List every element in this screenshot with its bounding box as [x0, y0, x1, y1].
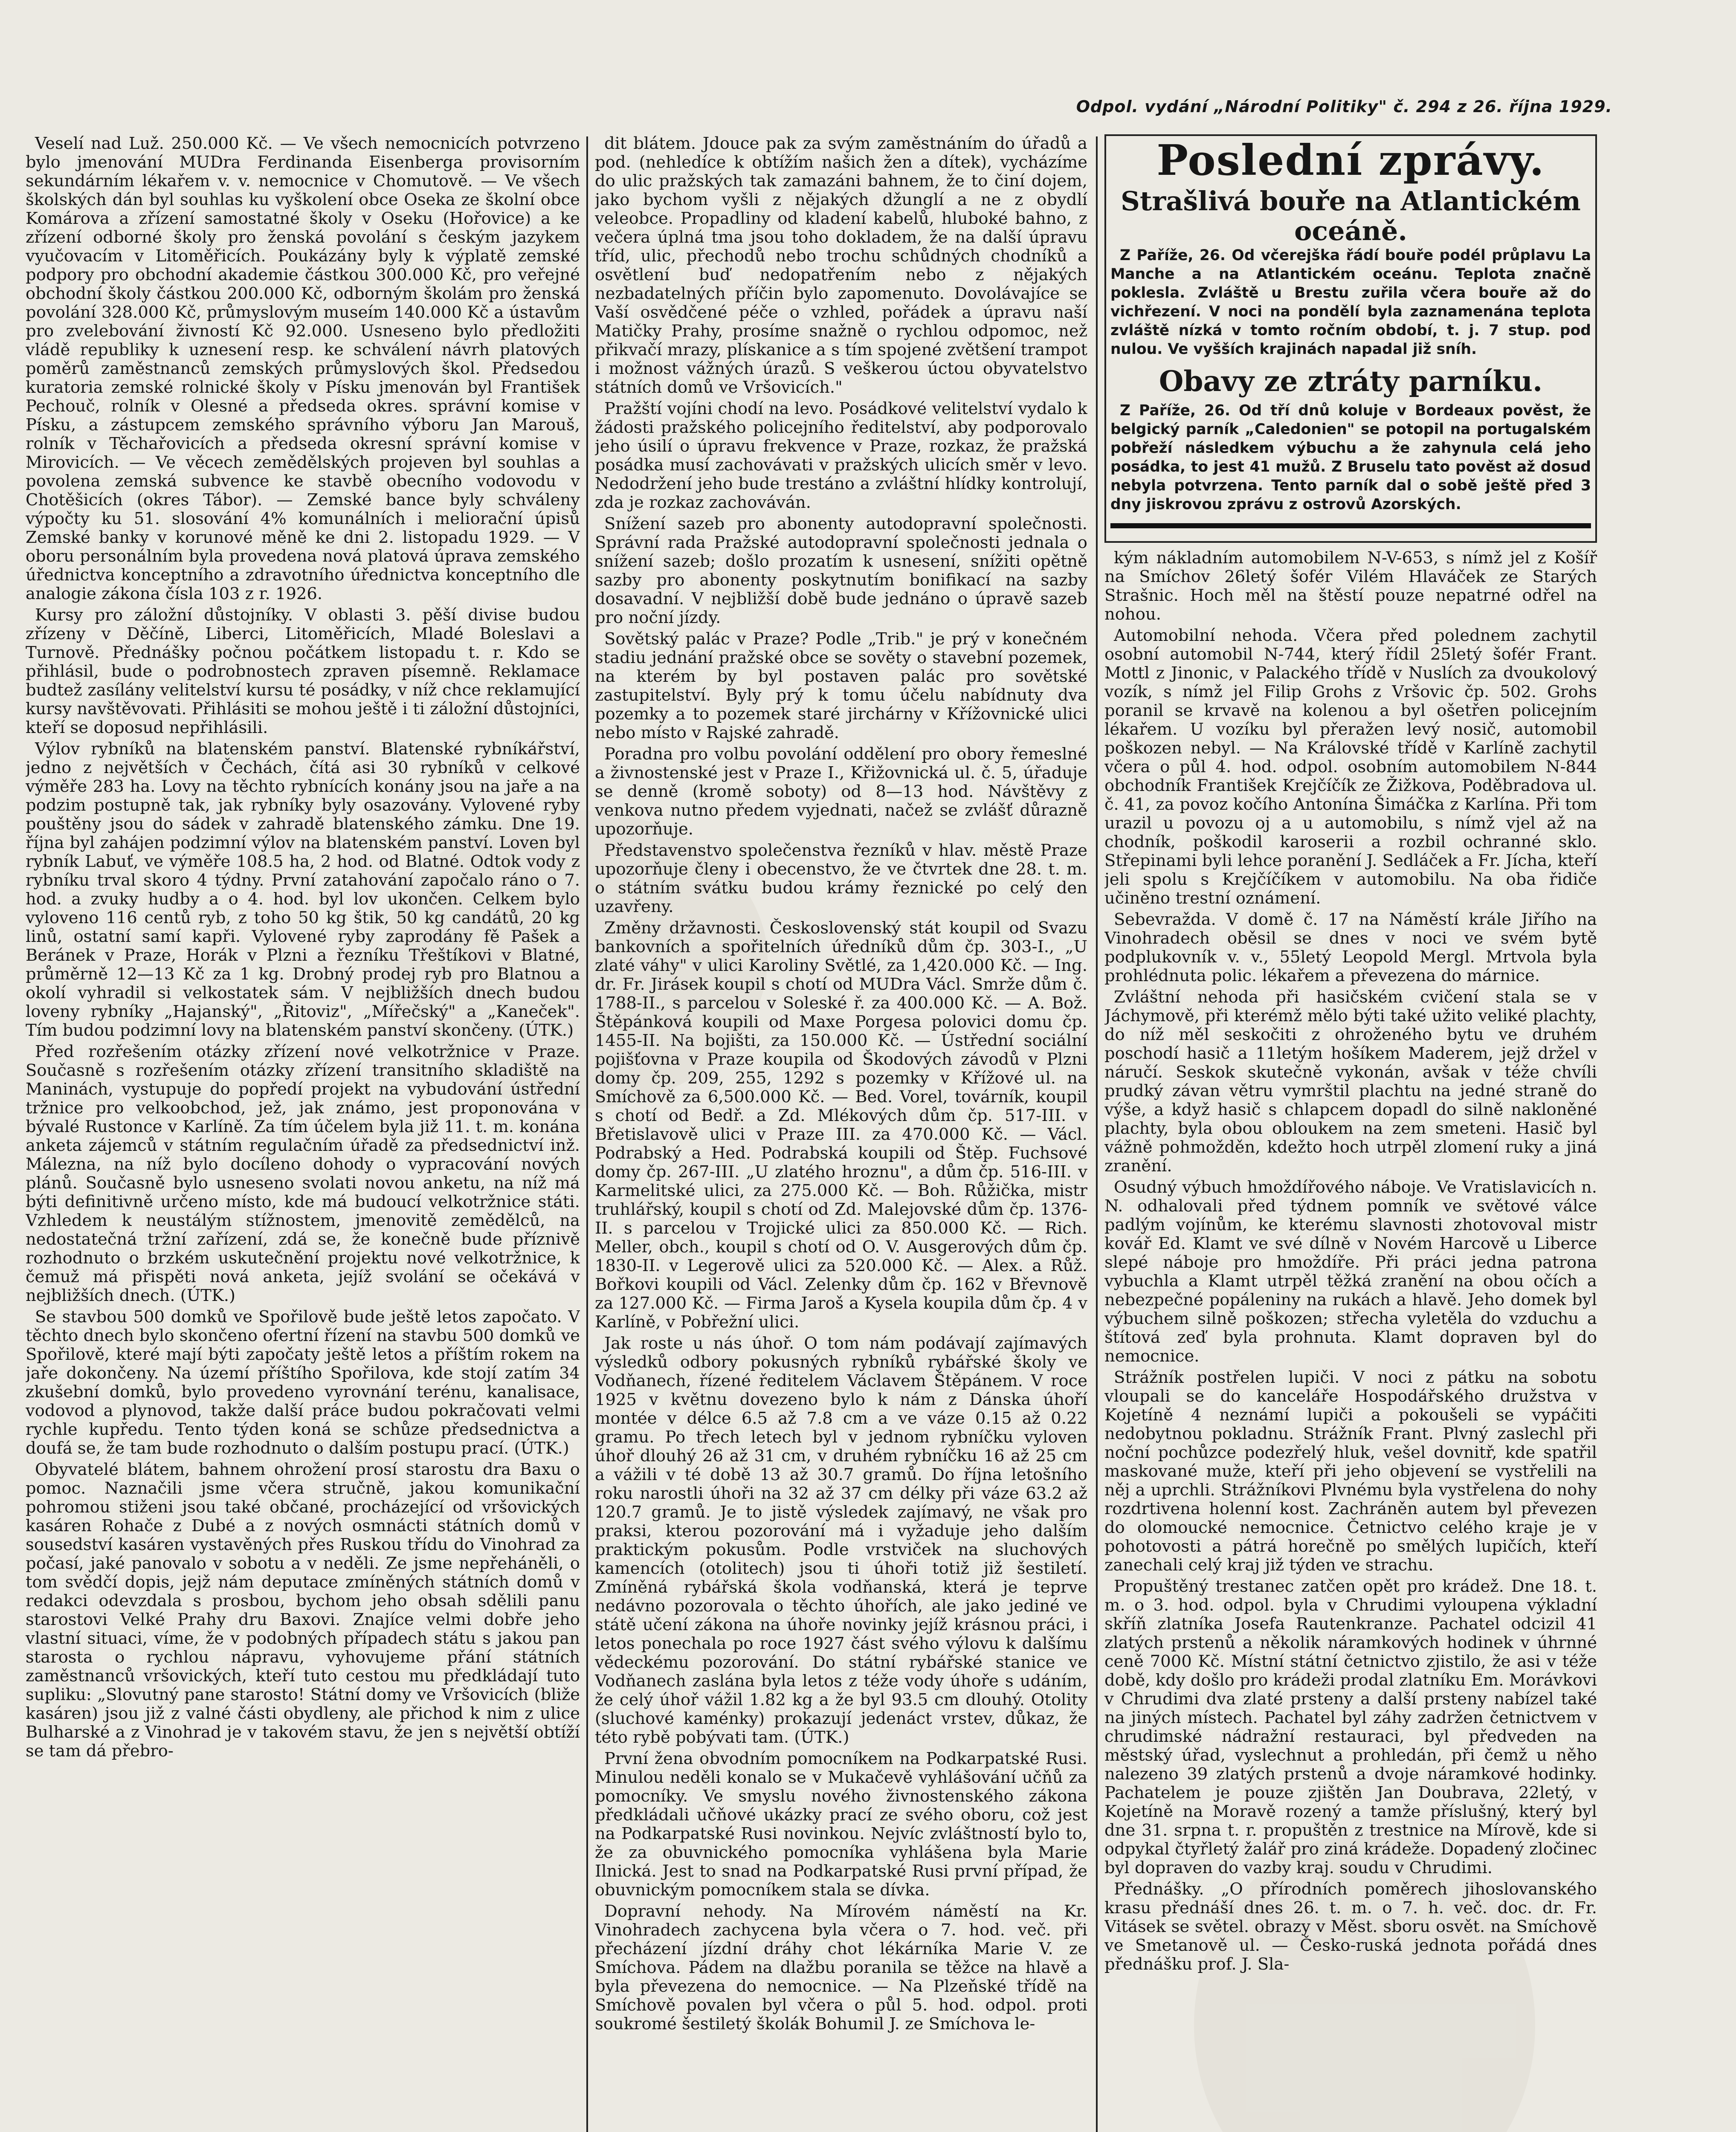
- article-paragraph: Automobilní nehoda. Včera před polednem zachytil osobní automobil N-744, který řídil 25letý šofér Frant. Mottl z Jinonic, v Palackého třídě v Nuslích za dvoukolový vozík, s nímž jel Filip Grohs z Vršovic čp. 502. Grohs poranil se krvavě na kolenou a byl ošetřen policejním lékařem. U vozíku byl přeražen levý nosič, automobil poškozen nebyl. — Na Královské třídě v Karlíně zachytil včera o půl 4. hod. odpol. osobním automobilem N-844 obchodník František Krejčíčík ze Žižkova, Poděbradova ul. č. 41, za povoz kočího Antonína Šimáčka z Karlína. Při tom urazil u povozu oj a u automobilu, s nímž vjel až na chodník, poškodil karoserii a rozbil ochranné sklo. Střepinami byli lehce poranění J. Sedláček a Fr. Jícha, kteří jeli spolu s Krejčíčíkem v automobilu. Na oba řidiče učiněno trestní oznámení.: [1104, 626, 1597, 908]
- column-1: [26, 134, 580, 2132]
- article-paragraph: Pražští vojíni chodí na levo. Posádkové velitelství vydalo k žádosti pražského policejního ředitelství, aby podporovalo jeho úsilí o úpravu frekvence v Praze, rozkaz, že pražská posádka musí zachovávati v pražských ulicích směr v levo. Nedodržení jeho bude trestáno a zvláštní hlídky kontrolují, zda je rozkaz zachováván.: [595, 399, 1087, 512]
- article-paragraph: Sovětský palác v Praze? Podle „Trib." je prý v konečném stadiu jednání pražské obce se sověty o stavební pozemek, na kterém by byl postaven palác pro sovětské zastupitelství. Byly prý k tomu účelu nabídnuty dva pozemky a to pozemek staré jirchárny v Křížovnické ulici nebo místo v Rajské zahradě.: [595, 629, 1087, 742]
- article-paragraph: Sebevražda. V domě č. 17 na Náměstí krále Jiřího na Vinohradech oběsil se dnes v noci ve svém bytě podplukovník v. v., 55letý Leopold Mergl. Mrtvola byla prohlédnuta polic. lékařem a převezena do márnice.: [1104, 910, 1597, 985]
- column-divider: [1096, 136, 1098, 2132]
- article-paragraph: Kursy pro záložní důstojníky. V oblasti 3. pěší divise budou zřízeny v Děčíně, Liberci, Litoměřicích, Mladé Boleslavi a Turnově. Přednášky počnou počátkem listopadu t. r. Kdo se přihlásil, bude o podrobnostech zpraven písemně. Reklamace budtež zasílány velitelství kursu té posádky, v níž chce reklamující kursy navštěvovati. Přihlásiti se mohou ještě i ti záložní důstojníci, kteří se doposud nepřihlásili.: [26, 605, 580, 737]
- article-paragraph: Zvláštní nehoda při hasičském cvičení stala se v Jáchymově, při kterémž mělo býti také užito veliké plachty, do níž měl seskočiti z ohroženého bytu ve druhém poschodí hasič a 11letým hošíkem Maderem, jejž držel v náručí. Seskok skutečně vykonán, avšak v téže chvíli prudký závan větru vymrštil plachtu na jedné straně do výše, a když hasič s chlapcem dopadl do silně nakloněné plachty, byla obou obloukem na zem smeteni. Hasič byl vážně pohmožděn, kdežto hoch utrpěl zlomení ruky a jiná zranění.: [1104, 988, 1597, 1176]
- article-paragraph: Výlov rybníků na blatenském panství. Blatenské rybníkářství, jedno z největších v Čechách, čítá asi 30 rybníků v celkové výměře 283 ha. Lovy na těchto rybnících konány jsou na jaře a na podzim postupně tak, jak rybníky byly osazovány. Vylovené ryby pouštěny jsou do sádek v zahradě blatenského zámku. Dne 19. října byl zahájen podzimní výlov na blatenském panství. Loven byl rybník Labuť, ve výměře 108.5 ha, 2 hod. od Blatné. Odtok vody z rybníku trval skoro 4 týdny. První zatahování započalo ráno o 7. hod. a zvuky hudby a o 4. hod. byl lov ukončen. Celkem bylo vyloveno 116 centů ryb, z toho 50 kg štik, 50 kg candátů, 20 kg linů, ostatní samí kapři. Vylovené ryby zaprodány fě Pašek a Beránek v Praze, Horák v Plzni a řezníku Třeštíkovi v Blatné, průměrně 12—13 Kč za 1 kg. Drobný prodej ryb pro Blatnou a okolí vyhradil si velkostatek sám. V nejbližších dnech budou loveny rybníky „Hajanský", „Řitoviz", „Mířečský" a „Kaneček". Tím budou podzimní lovy na blatenském panství skončeny. (ÚTK.): [26, 739, 580, 1040]
- article-paragraph: Veselí nad Luž. 250.000 Kč. — Ve všech nemocnicích potvrzeno bylo jmenování MUDra Ferdinanda Eisenberga provisorním sekundárním lékařem v. v. nemocnice v Chomutově. — Ve všech školských dán byl souhlas ku vyškolení obce Oseka ze školní obce Komárova a zřízení samostatné školy v Oseku (Hořovice) a ke zřízení odborné školy pro ženská povolání s českým jazykem vyučovacím v Litoměřicích. Poukázány byly k výplatě zemské podpory pro obchodní akademie částkou 300.000 Kč, pro veřejné obchodní školy částkou 200.000 Kč, odborným školám pro ženská povolání 328.000 Kč, průmyslovým museím 140.000 Kč a ústavům pro zvelebování živností Kč 92.000. Usneseno bylo předložiti vládě republiky k uznesení resp. ke schválení návrh platových poměrů zaměstnanců zemských průmyslových škol. Předsedou kuratoria zemské rolnické školy v Písku jmenován byl František Pechouč, rolník v Olesné a předseda okres. správní komise v Písku, a zástupcem zemského správního výboru Jan Marouš, rolník v Těchařovicích a předseda okresní správní komise v Mirovicích. — Ve věcech zemědělských projeven byl souhlas a povolena zemská subvence ke stavbě obecního vodovodu v Chotěšicích (okres Tábor). — Zemské bance byly schváleny výpočty ku 51. slosování 4% komunálních i meliorační úpisů Zemské banky v korunové měně ke dni 2. listopadu 1929. — V oboru personálním byla provedena nová platová úprava zemského úřednictva konceptního a zdravotního úřednictva konceptního dle analogie zákona čísla 103 z r. 1926.: [26, 134, 580, 603]
- storm-subheadline: Strašlivá bouře na Atlantickém oceáně.: [1121, 185, 1581, 246]
- article-paragraph: Se stavbou 500 domků ve Spořilově bude ještě letos započato. V těchto dnech bylo skončeno ofertní řízení na stavbu 500 domků ve Spořilově, které mají býti započaty ještě letos a příštím rokem na jaře dokončeny. Na území příštího Spořilova, kde stojí zatím 34 zkušební domků, bylo provedeno vyrovnání terénu, kanalisace, vodovod a plynovod, takže další práce budou pokračovati velmi rychle kupředu. Tento týden koná se schůze předsednictva a doufá se, že tam bude rozhodnuto o dalším postupu prací. (ÚTK.): [26, 1307, 580, 1458]
- column-2: [595, 134, 1087, 2132]
- article-paragraph: Přednášky. „O přírodních poměrech jihoslovanského krasu přednáší dnes 26. t. m. o 7. h. več. doc. dr. Fr. Vitásek se světel. obrazy v Měst. sboru osvět. na Smíchově ve Smetanově ul. — Česko-ruská jednota pořádá dnes přednášku prof. J. Sla-: [1104, 1880, 1597, 1974]
- column-divider: [586, 136, 588, 2132]
- article-paragraph: Před rozřešením otázky zřízení nové velkotržnice v Praze. Současně s rozřešením otázky zřízení transitního skladiště na Maninách, vystupuje do popředí projekt na vybudování ústřední tržnice pro velkoobchod, jež, jak známo, jest proponována v bývalé Rustonce v Karlíně. Za tím účelem byla již 11. t. m. konána anketa zájemců v státním regulačním úřadě za předsednictví inž. Málezna, na níž bylo docíleno dohody o vypracování nových plánů. Současně bylo usneseno svolati novou anketu, na níž má býti definitivně určeno místo, kde má budoucí velkotržnice státi. Vzhledem k neustálým stížnostem, jmenovitě zemědělců, na nedostatečná tržní zařízení, zdá se, že konečně bude příznivě rozhodnuto o brzkém uskutečnění projektu nové velkotržnice, k čemuž má přispěti nová anketa, jejíž svolání se očekává v nejbližších dnech. (ÚTK.): [26, 1042, 580, 1305]
- article-paragraph: První žena obvodním pomocníkem na Podkarpatské Rusi. Minulou neděli konalo se v Mukačevě vyhlášování učňů za pomocníky. Ve smyslu nového živnostenského zákona předkládali učňové ukázky prací ze svého oboru, což jest na Podkarpatské Rusi novinkou. Nejvíc zvláštností bylo to, že za obuvnického pomocníka vyhlášena byla Marie Ilnická. Jest to snad na Podkarpatské Rusi první případ, že obuvnickým pomocníkem stala se dívka.: [595, 1749, 1087, 1900]
- article-paragraph: Představenstvo společenstva řezníků v hlav. městě Praze upozorňuje členy i obecenstvo, že ve čtvrtek dne 28. t. m. o státním svátku budou krámy řeznické po celý den uzavřeny.: [595, 841, 1087, 916]
- article-paragraph: Poradna pro volbu povolání oddělení pro obory řemeslné a živnostenské jest v Praze I., Křižovnická ul. č. 5, úřaduje se denně (kromě soboty) od 8—13 hod. Návštěvy z venkova nutno předem vyjednati, načež se zvlášť důrazně upozorňuje.: [595, 744, 1087, 839]
- article-paragraph: Snížení sazeb pro abonenty autodopravní společnosti. Správní rada Pražské autodopravní společnosti jednala o snížení sazeb; došlo prozatím k usnesení, snížiti opětně sazby pro abonenty poskytnutím bonifikací na sazby dosavadní. V nejbližší době bude jednáno o úpravě sazeb pro noční jízdy.: [595, 514, 1087, 627]
- column-3-articles: [1104, 549, 1597, 1974]
- article-paragraph: Strážník postřelen lupiči. V noci z pátku na sobotu vloupali se do kanceláře Hospodářského družstva v Kojetíně 4 neznámí lupiči a pokoušeli se vypáčiti nedobytnou pokladnu. Strážník Frant. Plvný zaslechl při noční pochůzce podezřelý hluk, vešel dovnitř, kde spatřil maskované muže, kteří při jeho objevení se vystřelili na něj a uprchli. Strážníkovi Plvnému byla vystřelena do nohy rozdrtivena holenní kost. Zachráněn autem byl převezen do olomoucké nemocnice. Četnictvo celého kraje je v pohotovosti a pátrá horečně po smělých lupičích, kteří zanechali celý kraj již týden ve strachu.: [1104, 1368, 1597, 1575]
- article-paragraph: Osudný výbuch hmoždířového náboje. Ve Vratislavicích n. N. odhalovali před týdnem pomník ve světové válce padlým vojínům, ke kterému slavnosti zhotovoval mistr kovář Ed. Klamt ve své dílně v Novém Harcově u Liberce slepé náboje pro hmoždíře. Při práci jedna patrona vybuchla a Klamt utrpěl těžká zranění na obou očích a nebezpečné popáleniny na rukách a hlavě. Jeho domek byl výbuchem silně poškozen; střecha vyletěla do vzduchu a štítová zeď byla prohnuta. Klamt dopraven byl do nemocnice.: [1104, 1178, 1597, 1366]
- article-paragraph: Dopravní nehody. Na Mírovém náměstí na Kr. Vinohradech zachycena byla včera o 7. hod. več. při přecházení jízdní dráhy chot lékárníka Marie V. ze Smíchova. Pádem na dlažbu poranila se těžce na hlavě a byla převezena do nemocnice. — Na Plzeňské třídě na Smíchově povalen byl včera o půl 5. hod. odpol. proti soukromé šestiletý školák Bohumil J. ze Smíchova le-: [595, 1902, 1087, 2034]
- article-paragraph: kým nákladním automobilem N-V-653, s nímž jel z Košíř na Smíchov 26letý šofér Vilém Hlaváček ze Starých Strašnic. Hoch měl na štěstí pouze nepatrné odřel na nohou.: [1104, 548, 1597, 624]
- latest-news-box: [1104, 134, 1597, 543]
- article-paragraph: dit blátem. Jdouce pak za svým zaměstnáním do úřadů a pod. (nehledíce k obtížím našich žen a dítek), vycházíme do ulic pražských tak zamazáni bahnem, že to činí dojem, jako bychom vyšli z nějakých džunglí a ne z obydlí veleobce. Propadliny od kladení kabelů, hluboké bahno, z večera úplná tma jsou toho dokladem, že na další úpravu tříd, ulic, přechodů nebo trochu schůdných chodníků a osvětlení buď nedopatřením nebo z nějakých nezbadatelných příčin bylo zapomenuto. Dovolávajíce se Vaší osvědčené péče o vzhled, pořádek a úpravu naší Matičky Prahy, prosíme snažně o rychlou odpomoc, než přikvačí mrazy, plískanice a s tím spojené zvětšení trampot i možnost vážných úrazů. S veškerou úctou obyvatelstvo státních domů ve Vršovicích.": [595, 134, 1087, 397]
- steamer-report: Z Paříže, 26. Od tří dnů koluje v Bordeaux pověst, že belgický parník „Caledonien" se potopil na portugalském pobřeží následkem výbuchu a že zahynula celá jeho posádka, to jest 41 mužů. Z Bruselu tato pověst až dosud nebyla potvrzena. Tento parník dal o sobě ještě před 3 dny jiskrovou zprávu z ostrovů Azorských.: [1110, 402, 1591, 513]
- article-paragraph: Propuštěný trestanec zatčen opět pro krádež. Dne 18. t. m. o 3. hod. odpol. byla v Chrudimi vyloupena výkladní skříň zlatníka Josefa Rautenkranze. Pachatel odcizil 41 zlatých prstenů a několik náramkových hodinek v úhrnné ceně 7000 Kč. Místní státní četnictvo zjistilo, že asi v téže době, kdy došlo pro krádeži prodal zlatníku Em. Morávkovi v Chrudimi dva zlaté prsteny a další prsteny nabízel také na jiných místech. Pachatel byl záhy zadržen četnictvem v chrudimské nádražní restauraci, byl předveden na městský úřad, vyslechnut a prohledán, při čemž u něho nalezeno 39 zlatých prstenů a dvoje náramkové hodinky. Pachatelem je pouze zjištěn Jan Doubrava, 22letý, v Kojetíně na Moravě rozený a tamže příslušný, který byl dne 31. srpna t. r. propuštěn z trestnice na Mírově, kde si odpykal čtyřletý žalář pro ziná krádeže. Dopadený zločinec byl dopraven do vazby kraj. soudu v Chrudimi.: [1104, 1577, 1597, 1877]
- article-paragraph: Změny državnosti. Československý stát koupil od Svazu bankovních a spořitelních úředníků dům čp. 303-I., „U zlaté váhy" v ulici Karoliny Světlé, za 1,420.000 Kč. — Ing. dr. Fr. Jirásek koupil s chotí od MUDra Václ. Smrže dům č. 1788-II., s parcelou v Soleské ř. za 400.000 Kč. — A. Bož. Štěpánková koupili od Maxe Porgesa polovici domu čp. 1455-II. Na bojišti, za 150.000 Kč. — Ústřední sociální pojišťovna v Praze koupila od Škodových závodů v Plzni domy čp. 209, 255, 1292 s pozemky v Křížové ul. na Smíchově za 6,500.000 Kč. — Bed. Vorel, továrník, koupil s chotí od Bedř. a Zd. Mlékových dům čp. 517-III. v Břetislavově ulici v Praze III. za 470.000 Kč. — Václ. Podrabský a Hed. Podrabská koupili od Štěp. Fuchsové domy čp. 267-III. „U zlatého hroznu", a dům čp. 516-III. v Karmelitské ulici, za 275.000 Kč. — Boh. Růžička, mistr truhlářský, koupil s chotí od Zd. Malejovské dům čp. 1376-II. s parcelou v Trojické ulici za 850.000 Kč. — Rich. Meller, obch., koupil s chotí od O. V. Ausgerových dům čp. 1830-II. v Legerově ulici za 520.000 Kč. — Alex. a Růž. Bořkovi koupili od Václ. Zelenky dům čp. 162 v Břevnově za 127.000 Kč. — Firma Jaroš a Kysela koupila dům čp. 4 v Karlíně, v Pobřežní ulici.: [595, 918, 1087, 1332]
- latest-news-headline: Poslední zprávy.: [1156, 136, 1545, 185]
- storm-report: Z Paříže, 26. Od včerejška řádí bouře podél průplavu La Manche a na Atlantickém oceánu. Teplota značně poklesla. Zvláště u Brestu zuřila včera bouře až do vichřezení. V noci na pondělí byla zaznamenána teplota zvláště nízká v tomto ročním období, t. j. 7 stup. pod nulou. Ve vyšších krajinách napadal již sníh.: [1110, 247, 1591, 358]
- issue-imprint: Odpol. vydání „Národní Politiky" č. 294 z 26. října 1929.: [1076, 97, 1612, 116]
- article-paragraph: Jak roste u nás úhoř. O tom nám podávají zajímavých výsledků odbory pokusných rybníků rybářské školy ve Vodňanech, řízené ředitelem Václavem Štěpánem. V roce 1925 v květnu dovezeno bylo k nám z Dánska úhoří montée v délce 6.5 až 7.8 cm a ve váze 0.15 až 0.22 gramu. Po třech letech byl v jednom rybníčku vyloven úhoř dlouhý 26 až 31 cm, v druhém rybníčku 16 až 25 cm a vážili v té době 13 až 30.7 gramů. Do října letošního roku narostli úhoři na 32 až 37 cm délky při váze 63.2 až 120.7 gramů. Je to jistě výsledek zajímavý, ne však pro praksi, kterou pozorování má i vyžaduje jeho dalším praktickým pokusům. Podle vrstviček na sluchových kamencích (otolitech) jsou ti úhoři totiž již šestiletí. Zmíněná rybářská škola vodňanská, která je teprve nedávno pozorovala o těchto úhořích, ale jako jediné ve státě učení zákona na úhoře novinky jejíž krásnou práci, i letos ponechala po roce 1927 část svého výlovu k dalšímu vědeckému pozorování. Do státní rybářské stanice ve Vodňanech zaslána byla letos z téže vody úhoře s udáním, že celý úhoř vážil 1.82 kg a že byl 93.5 cm dlouhý. Otolity (sluchové kaménky) prokazují jedenáct vrstev, důkaz, že této rybě pobývati tam. (ÚTK.): [595, 1334, 1087, 1747]
- section-rule: [1110, 523, 1591, 528]
- article-paragraph: Obyvatelé blátem, bahnem ohrožení prosí starostu dra Baxu o pomoc. Naznačili jsme včera stručně, jakou komunikační pohromou stiženi jsou také občané, procházející od vršovických kasáren Rohače z Dubé a z nových osmnácti státních domů v sousedství kasáren vystavěných přes Ruskou třídu do Vinohrad za počasí, jaké panovalo v sobotu a v neděli. Ze jsme nepřeháněli, o tom svědčí dopis, jejž nám deputace zmíněných státních domů v redakci odevzdala s prosbou, bychom jeho obsah sdělili panu starostovi Velké Prahy dru Baxovi. Znajíce velmi dobře jeho vlastní situaci, víme, že v podobných případech státu s jakou pan starosta o rychlou nápravu, vyhovujeme přání státních zaměstnanců vršovických, kteří tuto cestou mu předkládají tuto supliku: „Slovutný pane starosto! Státní domy ve Vršovicích (bliže kasáren) jsou již z valné části obydleny, ale přichod k nim z ulice Bulharské a z Vinohrad je v takovém stavu, že jen s největší obtíží se tam dá přebro-: [26, 1460, 580, 1761]
- column-3: [1104, 134, 1597, 2132]
- steamer-subheadline: Obavy ze ztráty parníku.: [1159, 365, 1543, 398]
